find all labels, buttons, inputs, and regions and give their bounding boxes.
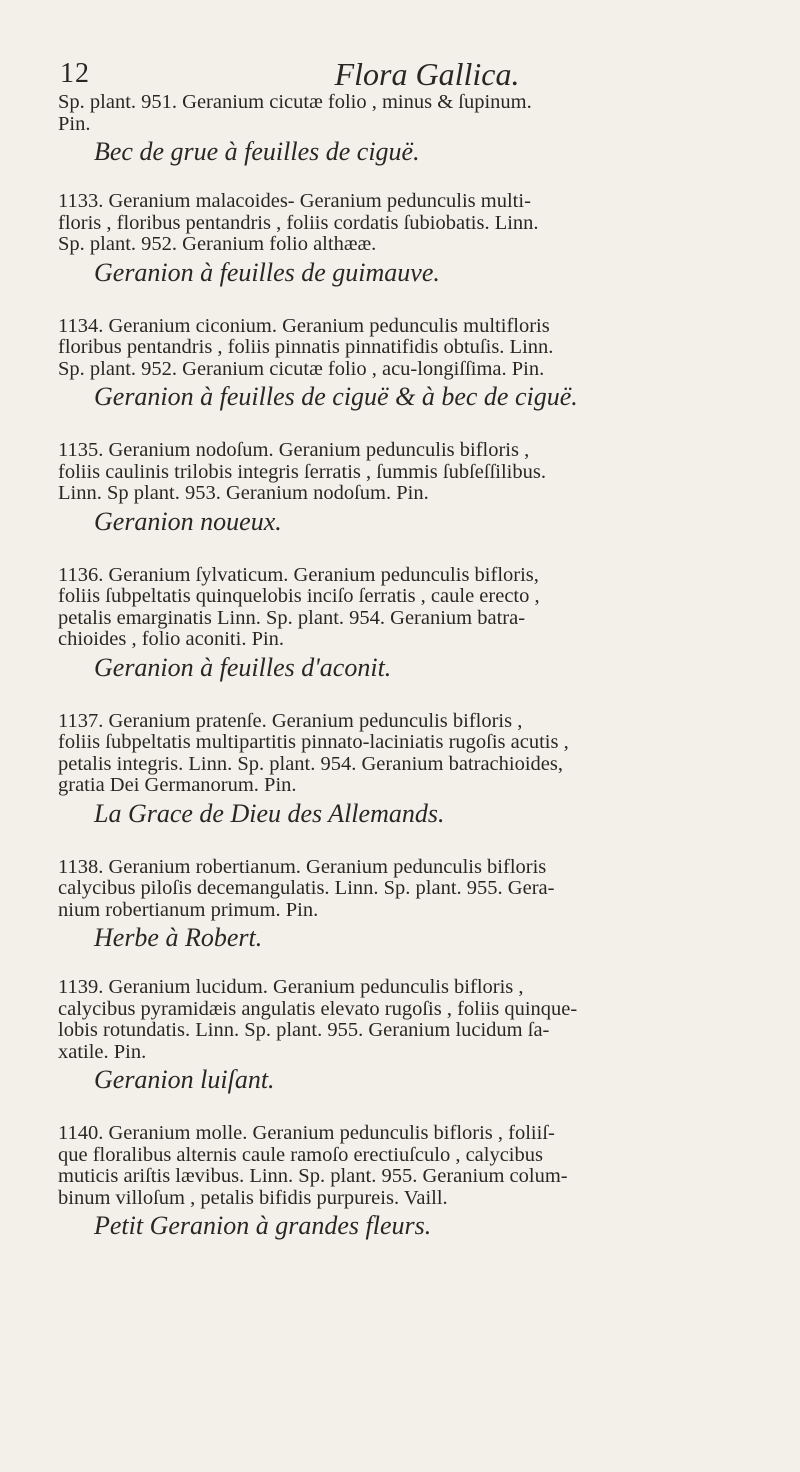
entry-spacer bbox=[58, 1095, 766, 1123]
latin-line: lobis rotundatis. Linn. Sp. plant. 955. Geranium lucidum ſa- bbox=[58, 1019, 550, 1041]
species-entry bbox=[58, 565, 766, 683]
entries-list bbox=[58, 92, 766, 1241]
vernacular-name: La Grace de Dieu des Allemands. bbox=[94, 798, 445, 828]
latin-line: Linn. Sp plant. 953. Geranium nodoſum. Pin. bbox=[58, 482, 429, 504]
latin-line: gratia Dei Germanorum. Pin. bbox=[58, 774, 297, 796]
vernacular-name: Petit Geranion à grandes fleurs. bbox=[94, 1211, 432, 1240]
latin-description bbox=[58, 857, 766, 922]
latin-description bbox=[58, 92, 766, 135]
page-number: 12 bbox=[60, 58, 90, 89]
latin-line: binum villoſum , petalis bifidis purpureis. Vaill. bbox=[58, 1186, 448, 1209]
latin-description bbox=[58, 440, 766, 505]
species-entry bbox=[58, 316, 766, 413]
latin-line: floris , floribus pentandris , foliis cordatis ſubiobatis. Linn. bbox=[58, 211, 539, 234]
latin-line: que floralibus alternis caule ramoſo erectiuſculo , calycibus bbox=[58, 1143, 543, 1166]
latin-line: 1133. Geranium malacoides- Geranium pedunculis multi- bbox=[58, 190, 531, 212]
vernacular-name: Geranion à feuilles d'aconit. bbox=[94, 652, 392, 682]
vernacular-name: Geranion à feuilles de guimauve. bbox=[94, 257, 440, 287]
latin-line: xatile. Pin. bbox=[58, 1040, 147, 1063]
latin-line: 1138. Geranium robertianum. Geranium pedunculis bifloris bbox=[58, 855, 547, 878]
vernacular-name: Geranion à feuilles de ciguë & à bec de ciguë. bbox=[94, 382, 578, 411]
latin-line: Pin. bbox=[58, 112, 91, 135]
latin-description bbox=[58, 1123, 766, 1209]
entry-spacer bbox=[58, 167, 766, 191]
latin-line: Sp. plant. 952. Geranium folio althææ. bbox=[58, 233, 377, 255]
species-entry bbox=[58, 1123, 766, 1241]
latin-line: 1134. Geranium ciconium. Geranium pedunculis multifloris bbox=[58, 314, 550, 337]
vernacular-name: Geranion luiſant. bbox=[94, 1065, 275, 1094]
entry-spacer bbox=[58, 953, 766, 977]
species-entry bbox=[58, 711, 766, 829]
latin-description bbox=[58, 565, 766, 651]
species-entry bbox=[58, 440, 766, 537]
page-header bbox=[58, 58, 766, 92]
latin-line: Sp. plant. 951. Geranium cicutæ folio , minus & ſupinum. bbox=[58, 91, 532, 113]
latin-description bbox=[58, 191, 766, 256]
latin-line: 1136. Geranium ſylvaticum. Geranium pedunculis bifloris, bbox=[58, 563, 539, 586]
latin-line: foliis caulinis trilobis integris ſerratis , ſummis ſubſeſſilibus. bbox=[58, 460, 546, 483]
latin-line: 1137. Geranium pratenſe. Geranium pedunculis bifloris , bbox=[58, 709, 523, 732]
latin-line: Sp. plant. 952. Geranium cicutæ folio , acu-longiſſima. Pin. bbox=[58, 357, 545, 380]
latin-line: calycibus piloſis decemangulatis. Linn. Sp. plant. 955. Gera- bbox=[58, 877, 555, 899]
vernacular-name: Bec de grue à feuilles de ciguë. bbox=[94, 137, 420, 166]
species-entry bbox=[58, 977, 766, 1095]
entry-spacer bbox=[58, 683, 766, 711]
vernacular-name: Geranion noueux. bbox=[94, 506, 282, 536]
latin-line: foliis ſubpeltatis multipartitis pinnato-laciniatis rugoſis acutis , bbox=[58, 731, 569, 753]
latin-description bbox=[58, 711, 766, 797]
entry-spacer bbox=[58, 288, 766, 316]
latin-line: nium robertianum primum. Pin. bbox=[58, 898, 319, 921]
latin-line: petalis integris. Linn. Sp. plant. 954. Geranium batrachioides, bbox=[58, 752, 563, 775]
latin-line: 1139. Geranium lucidum. Geranium pedunculis bifloris , bbox=[58, 976, 524, 998]
latin-line: petalis emarginatis Linn. Sp. plant. 954. Geranium batra- bbox=[58, 606, 526, 629]
species-entry bbox=[58, 857, 766, 954]
latin-line: floribus pentandris , foliis pinnatis pinnatifidis obtuſis. Linn. bbox=[58, 336, 554, 358]
latin-description bbox=[58, 316, 766, 381]
species-entry bbox=[58, 191, 766, 288]
latin-line: 1140. Geranium molle. Geranium pedunculis bifloris , foliiſ- bbox=[58, 1122, 555, 1144]
latin-line: chioides , folio aconiti. Pin. bbox=[58, 628, 285, 650]
latin-line: foliis ſubpeltatis quinquelobis inciſo ſerratis , caule erecto , bbox=[58, 585, 540, 607]
entry-spacer bbox=[58, 412, 766, 440]
running-title: Flora Gallica. bbox=[334, 56, 520, 92]
latin-line: muticis ariſtis lævibus. Linn. Sp. plant. 955. Geranium colum- bbox=[58, 1165, 568, 1187]
species-entry bbox=[58, 92, 766, 167]
latin-line: calycibus pyramidæis angulatis elevato rugoſis , foliis quinque- bbox=[58, 997, 578, 1020]
entry-spacer bbox=[58, 537, 766, 565]
vernacular-name: Herbe à Robert. bbox=[94, 923, 263, 952]
latin-description bbox=[58, 977, 766, 1063]
entry-spacer bbox=[58, 829, 766, 857]
latin-line: 1135. Geranium nodoſum. Geranium pedunculis bifloris , bbox=[58, 439, 530, 461]
